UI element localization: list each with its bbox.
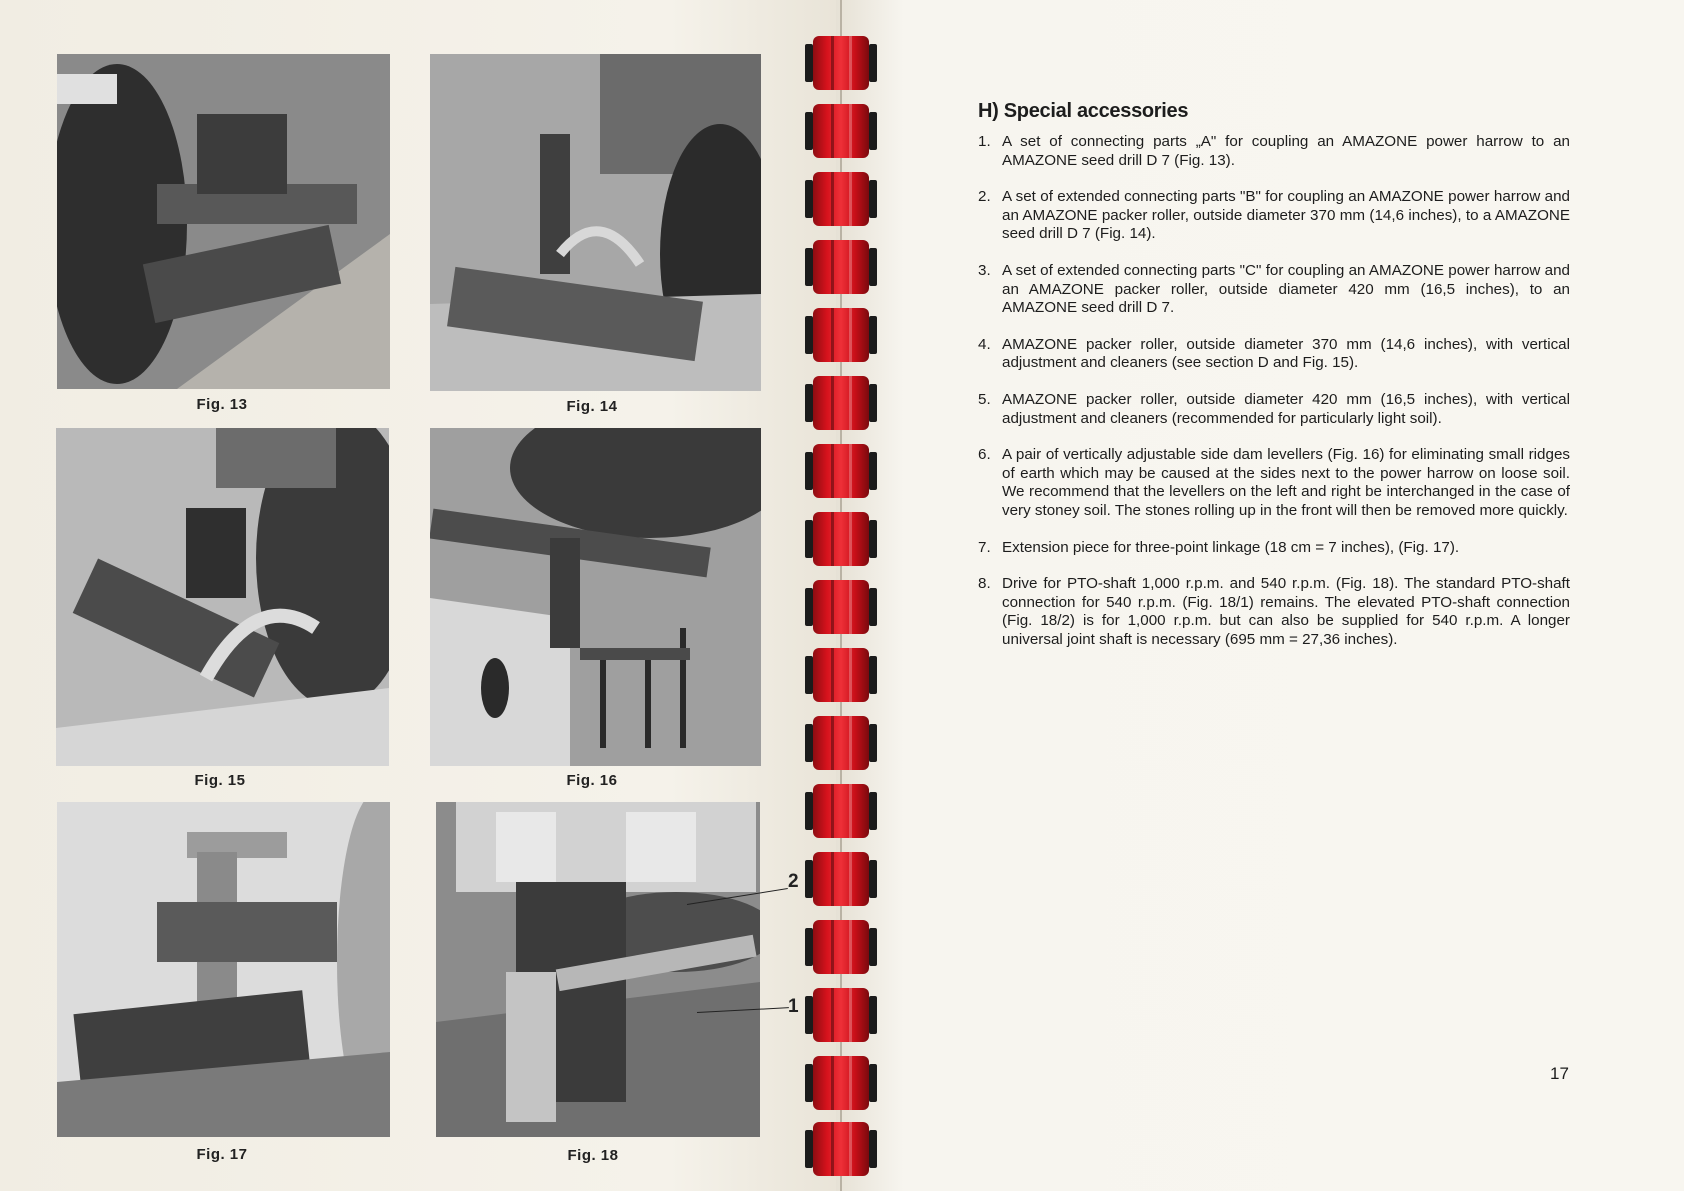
special-accessories-section [978,100,1570,667]
binding-ring [805,580,877,634]
photo-fig-16 [430,428,761,766]
binding-ring [805,36,877,90]
photo-fig-18 [436,802,760,1137]
binding-ring [805,920,877,974]
photo-fig-17 [57,802,390,1137]
binding-ring [805,512,877,566]
binding-ring [805,104,877,158]
binding-ring [805,716,877,770]
item-number: 5. [978,390,991,408]
item-text: Drive for PTO-shaft 1,000 r.p.m. and 540 r.p.m. (Fig. 18). The standard PTO-shaft connection for 540 r.p.m. (Fig. 18/1) remains. The elevated PTO-shaft connection (Fig. 18/2) is for 1,000 r.p.m. but can also be supplied for 540 r.p.m. A longer universal joint shaft is necessary (695 mm = 27,36 inches). [1002,575,1570,648]
item-text: A pair of vertically adjustable side dam levellers (Fig. 16) for eliminating small ridges of earth which may be caused at the sides next to the power harrow on loose soil. We recommend that the levellers on the left and right be interchanged in the case of very stoney soil. The stones rolling up in the front will then be removed more quickly. [1002,446,1570,519]
list-item [978,391,1570,428]
caption-fig-18: Fig. 18 [567,1147,619,1164]
list-item [978,133,1570,170]
callout-label-1: 1 [788,996,799,1017]
accessories-list [978,133,1570,649]
photo-fig-15 [56,428,389,766]
item-number: 6. [978,446,991,464]
binding-ring [805,444,877,498]
binding-ring [805,852,877,906]
item-number: 1. [978,133,991,150]
binding-ring [805,988,877,1042]
item-number: 2. [978,188,991,206]
caption-fig-16: Fig. 16 [566,772,618,789]
callout-label-2: 2 [788,871,799,892]
photo-fig-13 [57,54,390,389]
item-text: AMAZONE packer roller, outside diameter 420 mm (16,5 inches), with vertical adjustment and cleaners (recommended for particularly light soil). [1002,390,1570,427]
list-item [978,262,1570,318]
item-text: Extension piece for three-point linkage (18 cm = 7 inches), (Fig. 17). [1002,538,1460,556]
list-item [978,336,1570,373]
photo-fig-14 [430,54,761,391]
item-number: 3. [978,261,991,279]
binding-ring [805,648,877,702]
item-number: 8. [978,575,991,593]
item-text: AMAZONE packer roller, outside diameter 370 mm (14,6 inches), with vertical adjustment and cleaners (see section D and Fig. 15). [1002,335,1570,372]
caption-fig-17: Fig. 17 [196,1146,248,1163]
list-item [978,539,1570,558]
page-number: 17 [1550,1064,1569,1083]
caption-fig-15: Fig. 15 [194,772,246,789]
binding-ring [805,1056,877,1110]
caption-fig-14: Fig. 14 [566,398,618,415]
item-text: A set of connecting parts „A" for coupling an AMAZONE power harrow to an AMAZONE seed drill D 7 (Fig. 13). [1002,133,1570,169]
item-number: 7. [978,538,991,556]
binding-ring [805,172,877,226]
item-number: 4. [978,335,991,353]
binding-ring [805,1122,877,1176]
binding-ring [805,240,877,294]
section-heading: H) Special accessories [978,100,1189,122]
item-text: A set of extended connecting parts "B" for coupling an AMAZONE power harrow and an AMAZONE packer roller, outside diameter 370 mm (14,6 inches), to a AMAZONE seed drill D 7 (Fig. 14). [1002,188,1570,243]
list-item [978,575,1570,649]
caption-fig-13: Fig. 13 [196,396,248,413]
item-text: A set of extended connecting parts "C" for coupling an AMAZONE power harrow and an AMAZONE packer roller, outside diameter 420 mm (16,5 inches), to an AMAZONE seed drill D 7. [1002,261,1570,317]
binding-ring [805,308,877,362]
list-item [978,446,1570,520]
binding-ring [805,376,877,430]
binding-ring [805,784,877,838]
list-item [978,188,1570,244]
